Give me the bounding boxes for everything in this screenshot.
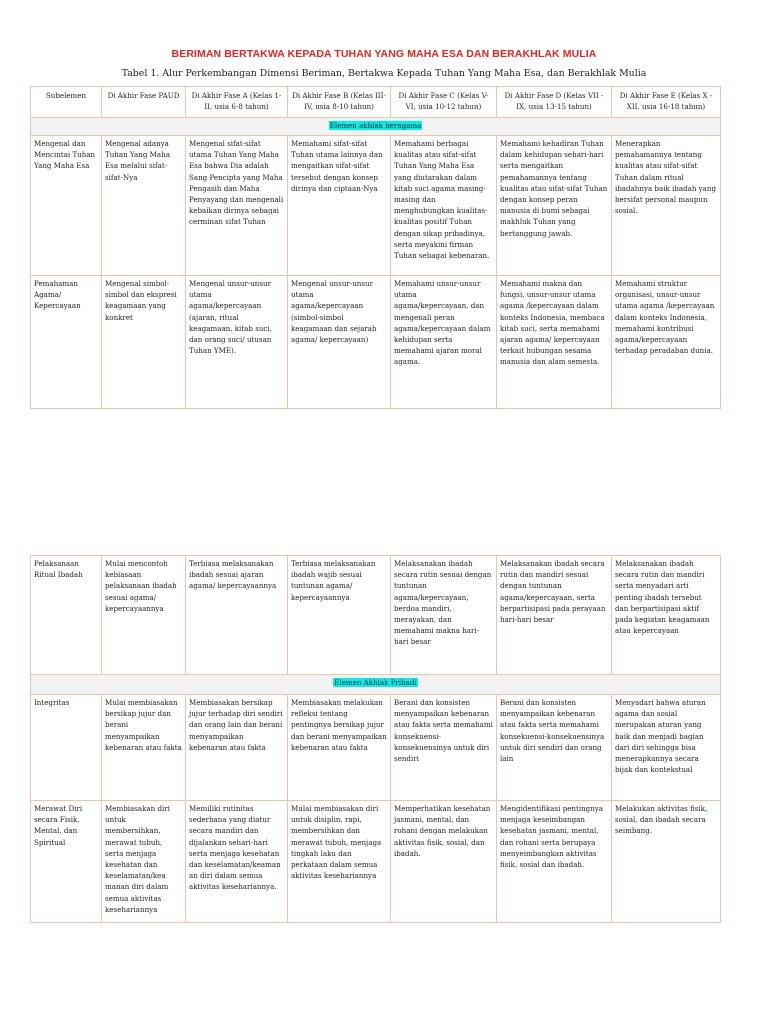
table-cell: Pemahaman Agama/ Kepercayaan (31, 276, 102, 409)
table-cell: Mengenal unsur-unsur utama agama/kepercayaan (simbol-simbol keagamaan dan sejarah agama/ kepercayaan) (288, 276, 391, 409)
table-cell: Melakukan aktivitas fisik, sosial, dan ibadah secara seimbang. (612, 801, 721, 923)
table-cell: Terbiasa melaksanakan ibadah sesuai ajaran agama/ kepercayaannya (186, 556, 288, 675)
table-cell: Menerapkan pemahamannya tentang kualitas atau sifat-sifat Tuhan dalam ritual ibadahnya baik ibadah yang bersifat personal maupun sosial. (612, 136, 721, 276)
table-cell: Berani dan konsisten menyampaikan kebenaran atau fakta serta memahami konsekuensi-konsekuensinya untuk diri sendiri dan orang lain (497, 695, 612, 801)
table-cell: Membiasakan diri untuk membersihkan, merawat tubuh, serta menjaga kesehatan dan keselamatan/kea manan diri dalam semua aktivitas kesehariannya (102, 801, 186, 923)
table-row (31, 556, 721, 675)
table-cell: Mengidentifikasi pentingnya menjaga keseimbangan kesehatan jasmani, mental, dan rohani serta berupaya menyeimbangkan aktivitas fisik, sosial dan ibadah. (497, 801, 612, 923)
table-cell: Memiliki rutinitas sederhana yang diatur secara mandiri dan dijalankan sehari-hari serta menjaga kesehatan dan keselamatan/keaman an diri dalam semua aktivitas kesehariannya. (186, 801, 288, 923)
section-label-akhlak-beragama: Elemen akhlak beragama (329, 121, 422, 130)
header-cell: Di Akhir Fase A (Kelas 1-II, usia 6-8 tahun) (186, 87, 288, 118)
table-cell: Memperhatikan kesehatan jasmani, mental, dan rohani dengan melakukan aktivitas fisik, sosial, dan ibadah. (391, 801, 497, 923)
table-cell: Mulai membiasakan bersikap jujur dan berani menyampaikan kebenaran atau fakta (102, 695, 186, 801)
table-cell: Memahami berbagai kualitas atau sifat-sifat Tuhan Yang Maha Esa yang diutarakan dalam kitab suci agama masing-masing dan menghubungkan kualitas-kualitas positif Tuhan dengan sikap pribadinya, serta meyakini firman Tuhan sebagai kebenaran. (391, 136, 497, 276)
table-cell: Melaksanakan ibadah secara rutin dan mandiri serta menyadari arti penting ibadah tersebut dan berpartisipasi aktif pada kegiatan keagamaan atau kepercayaan (612, 556, 721, 675)
table-cell: Melaksanakan ibadah secara rutin dan mandiri sesuai dengan tuntunan agama/kepercayaan, serta berpartisipasi pada perayaan hari-hari besar (497, 556, 612, 675)
header-cell: Di Akhir Fase D (Kelas VII - IX, usia 13-15 tahun) (497, 87, 612, 118)
document-title: BERIMAN BERTAKWA KEPADA TUHAN YANG MAHA ESA DAN BERAKHLAK MULIA (171, 48, 597, 60)
table-cell: Mengenal simbol-simbol dan ekspresi keagamaan yang konkret (102, 276, 186, 409)
table-cell: Memahami struktur organisasi, unsur-unsur utama agama /kepercayaan dalam konteks Indonesia, memahami kontribusi agama/kepercayaan terhadap peradaban dunia. (612, 276, 721, 409)
table-cell: Merawat Diri secara Fisik, Mental, dan Spiritual (31, 801, 102, 923)
table-cell: Terbiasa melaksanakan ibadah wajib sesuai tuntunan agama/ kepercayaannya (288, 556, 391, 675)
header-cell: Di Akhir Fase E (Kelas X - XII, usia 16-18 tahun) (612, 87, 721, 118)
section-row (31, 675, 721, 695)
table-caption: Tabel 1. Alur Perkembangan Dimensi Beriman, Bertakwa Kepada Tuhan Yang Maha Esa, dan Berakhlak Mulia (121, 68, 647, 79)
table-cell: Melaksanakan ibadah secara rutin sesuai dengan tuntunan agama/kepercayaan, berdoa mandiri, merayakan, dan memahami makna hari-hari besar (391, 556, 497, 675)
section-row (31, 118, 721, 136)
table-cell: Mulai membiasakan diri untuk disiplin, rapi, membersihkan dan merawat tubuh, menjaga tingkah laku dan perkataan dalam semua aktivitas kesehariannya (288, 801, 391, 923)
table-cell: Membiasakan melakukan refleksi tentang pentingnya bersikap jujur dan berani menyampaikan kebenaran atau fakta (288, 695, 391, 801)
table-cell: Membiasakan bersikap jujur terhadap diri sendiri dan orang lain dan berani menyampaikan kebenaran atau fakta (186, 695, 288, 801)
table-part-2 (30, 555, 721, 923)
table-cell: Pelaksanaan Ritual Ibadah (31, 556, 102, 675)
header-row (31, 87, 721, 118)
table-cell: Memahami kehadiran Tuhan dalam kehidupan sehari-hari serta mengaitkan pemahamannya tentang kualitas atau sifat-sifat Tuhan dengan konsep peran manusia di bumi sebagai makhluk Tuhan yang bertanggung jawab. (497, 136, 612, 276)
table-row (31, 801, 721, 923)
table-cell: Mengenal sifat-sifat utama Tuhan Yang Maha Esa bahwa Dia adalah Sang Pencipta yang Maha Pengasih dan Maha Penyayang dan mengenali kebaikan dirinya sebagai cerminan sifat Tuhan (186, 136, 288, 276)
header-cell: Subelemen (31, 87, 102, 118)
table-cell: Menyadari bahwa aturan agama dan sosial merupakan aturan yang baik dan menjadi bagian dari diri sehingga bisa menerapkannya secara bijak dan kontekstual (612, 695, 721, 801)
table-cell: Memahami sifat-sifat Tuhan utama lainnya dan mengaitkan sifat-sifat tersebut dengan konsep dirinya dan ciptaan-Nya (288, 136, 391, 276)
header-cell: Di Akhir Fase PAUD (102, 87, 186, 118)
header-cell: Di Akhir Fase C (Kelas V-VI, usia 10-12 tahun) (391, 87, 497, 118)
table-row (31, 695, 721, 801)
table-cell: Mengenal adanya Tuhan Yang Maha Esa melalui sifat-sifat-Nya (102, 136, 186, 276)
section-label-akhlak-pribadi: Elemen Akhlak Pribadi (334, 678, 417, 687)
table-cell: Memahami unsur-unsur utama agama/kepercayaan, dan mengenali peran agama/kepercayaan dalam kehidupan serta memahami ajaran moral agama. (391, 276, 497, 409)
table-row (31, 276, 721, 409)
table-cell: Integritas (31, 695, 102, 801)
table-cell: Memahami makna dan fungsi, unsur-unsur utama agama /kepercayaan dalam konteks Indonesia, membaca kitab suci, serta memahami ajaran agama/ kepercayaan terkait hubungan sesama manusia dan alam semesta. (497, 276, 612, 409)
table-cell: Mengenal dan Mencintai Tuhan Yang Maha Esa (31, 136, 102, 276)
table-cell: Mulai mencontoh kebiasaan pelaksanaan ibadah sesuai agama/ kepercayaannya (102, 556, 186, 675)
table-part-1 (30, 86, 721, 409)
table-cell: Berani dan konsisten menyampaikan kebenaran atau fakta serta memahami konsekuensi-konsekuensinya untuk diri sendiri (391, 695, 497, 801)
table-row (31, 136, 721, 276)
header-cell: Di Akhir Fase B (Kelas III-IV, usia 8-10 tahun) (288, 87, 391, 118)
table-cell: Mengenal unsur-unsur utama agama/kepercayaan (ajaran, ritual keagamaan, kitab suci, dan orang suci/ utusan Tuhan YME). (186, 276, 288, 409)
